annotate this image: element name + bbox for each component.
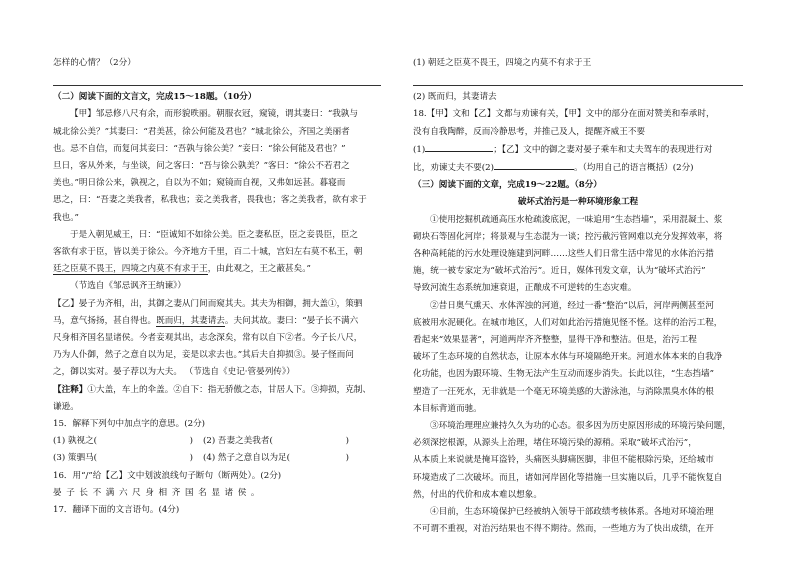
q17-item-1: (1) 朝廷之臣莫不畏王，四境之内莫不有求于王 bbox=[413, 58, 592, 68]
article-line: 本目标背道而驰。 bbox=[413, 403, 482, 414]
passage-line: 思之，曰：“吾妻之美我者，私我也；妾之美我者，畏我也；客之美我者，欲有求于 bbox=[53, 195, 367, 206]
q18-text: 。（均用自己的语言概括）(2分) bbox=[573, 163, 694, 174]
passage-line: 尺身相齐国名显诸侯。今者妾观其出，志念深矣，常有以自下②者。今子长八尺， bbox=[53, 333, 363, 344]
passage-line: 客欲有求于臣，皆以美于徐公。今齐地方千里，百二十城，宫妇左右莫不私王，朝 bbox=[53, 247, 363, 258]
article-line: ③环境治理理应兼持久久为功的心态。很多因为历史原因形成的环境污染问题， bbox=[430, 421, 731, 432]
section2-heading: （二）阅读下面的文言文，完成15～18题。（10分） bbox=[53, 92, 257, 103]
article-line: 化功能，也因为跟环境、生物无法产生互动而逐步消失。长此以往，“生态挡墙” bbox=[413, 369, 714, 380]
q15-item-2: (2) 吾妻之美我者( bbox=[203, 436, 273, 447]
article-line: 环境造成了二次破坏。而且，诸如河岸固化等措施一旦实施以后，几乎不能恢复自 bbox=[413, 472, 723, 483]
article-line: 看起来“效果显著”，河道两岸齐齐整整，显得干净和整洁。但是，治污工程 bbox=[413, 335, 697, 346]
q18-line bbox=[413, 141, 743, 159]
q17-item-2: (2) 既而归，其妻请去 bbox=[413, 92, 497, 103]
article-line: 塑造了一汪死水，无非就是一个毫无环境美感的大游泳池，与消除黑臭水体的根 bbox=[413, 386, 714, 397]
passage-source: （节选自《邹忌讽齐王纳谏》） bbox=[70, 281, 187, 292]
passage-line: 之，御以实对。晏子荐以为大夫。 （节选自《史记·管晏列传》） bbox=[53, 367, 295, 378]
article-line: 然，付出的代价和成本难以想象。 bbox=[413, 489, 542, 500]
passage-jia bbox=[53, 106, 381, 295]
article-para-4 bbox=[413, 504, 743, 538]
article-line: 砌块石等固化河岸；将景观与生态混为一谈；控污截污管网难以充分发挥效率，将 bbox=[413, 231, 723, 242]
note-line bbox=[53, 382, 381, 399]
article-line: 不可谓不重视，对治污结果也不得不期待。然而，一些地方为了快出成绩，在开 bbox=[413, 524, 714, 535]
passage-line: 也。忌不自信，而复问其妾曰：“吾孰与徐公美？”妾曰：“徐公何能及君也？” bbox=[53, 143, 346, 154]
question-16: 16．用“/”给【乙】文中划波浪线句子断句（断两处）。(2分) bbox=[53, 470, 282, 481]
passage-line: 乃为人仆御，然子之意自以为足，妾是以求去也。”其后夫自抑损③。晏子怪而问 bbox=[53, 350, 354, 361]
q17-answer-line-1[interactable] bbox=[413, 72, 743, 89]
passage-text: 。夫问其故。妻曰：“晏子长不满六 bbox=[224, 315, 359, 326]
article-title: 破坏式治污是一种环境形象工程 bbox=[517, 197, 639, 208]
article-line: ①使用挖掘机疏通高压水枪疏浚底泥，一味追用“生态挡墙”，采用混凝土、浆 bbox=[430, 214, 723, 225]
underlined-sentence: 廷之臣莫不畏王，四境之内莫不有求于王 bbox=[53, 264, 208, 275]
q15-paren[interactable]: ) bbox=[345, 453, 349, 464]
passage-line: 我也。” bbox=[53, 212, 79, 223]
q18-line bbox=[413, 159, 743, 177]
q15-row bbox=[53, 433, 381, 450]
passage-line: 【乙】晏子为齐相，出，其御之妻从门间而窥其夫。其夫为相御，拥大盖①，策驷 bbox=[53, 298, 363, 309]
passage-line bbox=[53, 313, 381, 330]
q18-blank-1[interactable] bbox=[425, 141, 493, 152]
article-line: 施，统一被专家定为“破坏式治污”。近日，媒体刊发文章，认为“破坏式治污” bbox=[413, 266, 706, 277]
question-15: 15．解释下列句中加点字的意思。(2分) bbox=[53, 419, 206, 430]
article-line: 从本质上来说就是掩耳盗铃，头痛医头脚痛医脚，非但不能根除污染，还给城市 bbox=[413, 455, 714, 466]
note-text: ①大盖，车上的伞盖。②自下：指无骄傲之态，甘居人下。③抑损，克制、 bbox=[87, 384, 371, 395]
question-18: 18.【甲】文和【乙】文都与劝谏有关，【甲】文中的部分在面对赞美和奉承时， bbox=[413, 109, 715, 120]
q18-blank-2[interactable] bbox=[494, 159, 574, 170]
q15-item-3: (3) 策驷马( bbox=[53, 453, 98, 464]
q15-item-4: (4) 然子之意自以为足( bbox=[203, 453, 291, 464]
q14-answer-line[interactable] bbox=[53, 72, 381, 89]
q18-text: 比，劝谏丈夫不要(2) bbox=[413, 163, 494, 174]
passage-line: 于是入朝见威王，曰：“臣诚知不如徐公美。臣之妻私臣，臣之妾畏臣，臣之 bbox=[70, 229, 358, 240]
q18-blank-label: (1) bbox=[413, 144, 426, 155]
passage-yi bbox=[53, 296, 381, 416]
passage-line: 【甲】邹忌修八尺有余，而形貌昳丽。朝服衣冠，窥镜，谓其妻曰：“我孰与 bbox=[70, 109, 358, 120]
q15-paren[interactable]: ) bbox=[189, 436, 193, 447]
passage-text: 马，意气扬扬，甚自得也。 bbox=[53, 315, 157, 326]
q15-paren[interactable]: ) bbox=[189, 453, 193, 464]
article-line: 导致河流生态系统加速衰退，正酿成不可逆转的生态灾难。 bbox=[413, 283, 637, 294]
passage-line: 美也。”明日徐公来，孰视之，自以为不如；窥镜而自视，又弗如远甚。暮寝而 bbox=[53, 178, 346, 189]
passage-line bbox=[53, 261, 381, 278]
section3-heading: （三）阅读下面的文章，完成19～22题。（8分） bbox=[413, 180, 602, 191]
passage-text: ，由此观之，王之蔽甚矣。” bbox=[207, 264, 311, 275]
q16-sentence[interactable]: 晏子长不满六尺身相齐国名显诸侯。 bbox=[53, 487, 265, 498]
article-line: 底被用水泥硬化。在城市地区，人们对如此治污措施见怪不怪。这样的治污工程， bbox=[413, 317, 723, 328]
note-line: 谦逊。 bbox=[53, 401, 79, 412]
left-column bbox=[53, 55, 381, 519]
article-para-1 bbox=[413, 212, 743, 298]
article-line: ②昔日奥气熏天、水体浑浊的河道，经过一番“整治”以后，河岸两侧甚至河 bbox=[430, 300, 714, 311]
q15-item-1: (1) 孰视之( bbox=[53, 436, 98, 447]
q14-tail: 怎样的心情？（2分） bbox=[53, 58, 136, 68]
question-17: 17．翻译下面的文言语句。(4分) bbox=[53, 505, 180, 516]
article-line: 破坏了生态环境的自然状态，让原本水体与环境隔绝开来。河道水体本来的自我净 bbox=[413, 352, 723, 363]
article-line: 各种高耗能的污水处理设施建到河畔……这些人们日常生活中常见的水体治污措 bbox=[413, 249, 714, 260]
passage-line: 城北徐公美？”其妻曰：“君美甚，徐公何能及君也？”城北徐公，齐国之美丽者 bbox=[53, 126, 350, 137]
article-para-3 bbox=[413, 418, 743, 504]
article-line: 必须深挖根源，从源头上治理，堵住环境污染的源稍。采取“破坏式治污”， bbox=[413, 438, 697, 449]
underlined-sentence: 既而归，其妻请去 bbox=[156, 315, 225, 326]
right-column bbox=[413, 55, 743, 538]
article-para-2 bbox=[413, 298, 743, 418]
passage-line: 旦日，客从外来，与坐谈，问之客曰：“吾与徐公孰美？”客曰：“徐公不若君之 bbox=[53, 161, 350, 172]
q15-row bbox=[53, 450, 381, 467]
note-label: 【注释】 bbox=[53, 384, 88, 395]
q18-text: ；【乙】文中的御之妻对晏子乘车和丈夫驾车的表现进行对 bbox=[493, 144, 713, 155]
q18-line: 没有自我陶醉，反而冷静思考，并推己及人，提醒齐威王不要 bbox=[413, 126, 646, 137]
article-line: ④目前，生态环境保护已经被纳入领导干部政绩考核体系。各地对环境治理 bbox=[430, 507, 714, 518]
q15-paren[interactable]: ) bbox=[345, 436, 349, 447]
